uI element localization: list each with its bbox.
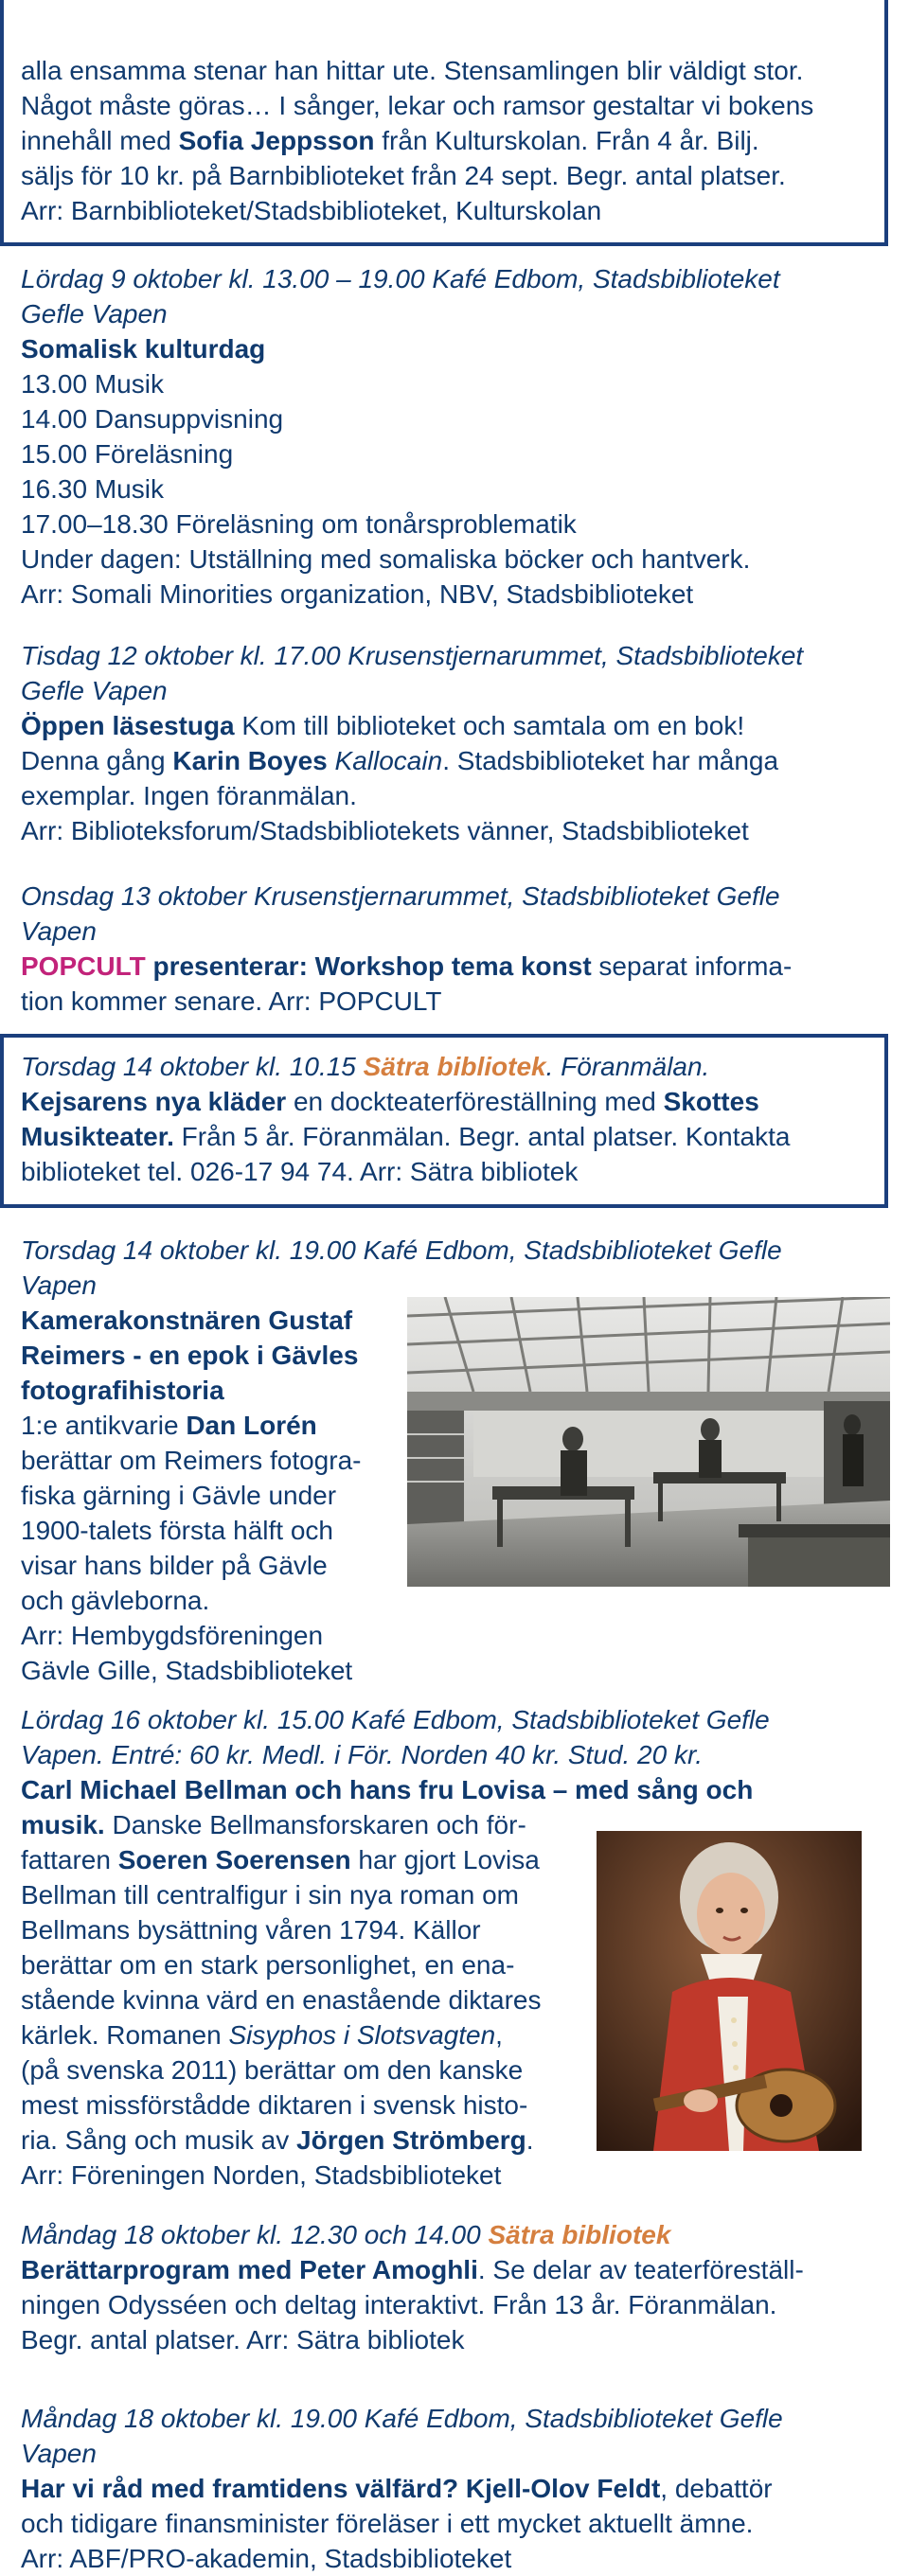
text-line: fattaren Soeren Soerensen har gjort Lovisa — [21, 1845, 540, 1874]
text-line: musik. Danske Bellmansforskaren och för- — [21, 1810, 526, 1839]
text-line: Berättarprogram med Peter Amoghli. Se delar av teaterföreställ- — [21, 2255, 804, 2284]
event-venue: Vapen. Entré: 60 kr. Medl. i För. Norden 40 kr. Stud. 20 kr. — [21, 1740, 704, 1769]
event-title: Kejsarens nya kläder — [21, 1087, 287, 1116]
event-title: Öppen läsestuga — [21, 711, 235, 740]
organizer: Arr: ABF/PRO-akademin, Stadsbiblioteket — [21, 2544, 512, 2573]
organizer: Gävle Gille, Stadsbiblioteket — [21, 1656, 353, 1685]
text-line: Något måste göras… I sånger, lekar och ramsor gestaltar vi bokens — [21, 91, 814, 120]
event-header: Lördag 16 oktober kl. 15.00 Kafé Edbom, Stadsbiblioteket Gefle — [21, 1705, 770, 1734]
text-line: alla ensamma stenar han hittar ute. Stensamlingen blir väldigt stor. — [21, 56, 804, 85]
text-line: Under dagen: Utställning med somaliska böcker och hantverk. — [21, 544, 751, 574]
venue-satra: Sätra bibliotek — [488, 2220, 671, 2249]
organizer: Arr: Föreningen Norden, Stadsbiblioteket — [21, 2160, 502, 2190]
event-kjell-olov-feldt — [21, 2401, 888, 2576]
book-title: Sisyphos i Slotsvagten — [228, 2020, 496, 2050]
organizer: Arr: Somali Minorities organization, NBV, Stadsbiblioteket — [21, 579, 694, 609]
portrait-bellman-image — [597, 1831, 862, 2151]
text-line: 1:e antikvarie Dan Lorén — [21, 1411, 317, 1440]
text-line: (på svenska 2011) berättar om den kanske — [21, 2055, 524, 2085]
event-somalisk-kulturdag — [21, 261, 888, 612]
text-line: Kejsarens nya kläder en dockteaterföreställning med Skottes — [21, 1087, 759, 1116]
text-line: stående kvinna värd en enastående diktares — [21, 1985, 542, 2015]
portrait-bellman — [597, 1831, 862, 2151]
event-oppen-lasestuga — [21, 638, 888, 848]
event-title: Kamerakonstnären Gustaf — [21, 1306, 353, 1335]
text-line: och tidigare finansminister föreläser i ett mycket aktuellt ämne. — [21, 2509, 754, 2538]
event-header: Måndag 18 oktober kl. 19.00 Kafé Edbom, Stadsbiblioteket Gefle — [21, 2404, 783, 2433]
photo-studio-workshop — [407, 1297, 890, 1587]
text-line: Bellman till centralfigur i sin nya roman om — [21, 1880, 519, 1910]
text-line: innehåll med Sofia Jeppsson från Kulturskolan. Från 4 år. Bilj. — [21, 126, 759, 155]
event-title: musik. — [21, 1810, 105, 1839]
performer-name: Sofia Jeppsson — [178, 126, 375, 155]
schedule-item: 16.30 Musik — [21, 474, 164, 504]
event-title: fotografihistoria — [21, 1376, 224, 1405]
text-line: visar hans bilder på Gävle — [21, 1551, 328, 1580]
event-header: Tisdag 12 oktober kl. 17.00 Krusenstjernarummet, Stadsbiblioteket — [21, 641, 804, 670]
schedule-item: 17.00–18.30 Föreläsning om tonårsproblematik — [21, 509, 577, 539]
event-kejsarens-nya-klader — [21, 1049, 888, 1189]
text-line: Bellmans bysättning våren 1794. Källor — [21, 1915, 481, 1945]
text-line: Öppen läsestuga Kom till biblioteket och samtala om en bok! — [21, 711, 745, 740]
event-body — [21, 1303, 390, 1688]
event-header: Onsdag 13 oktober Krusenstjernarummet, Stadsbiblioteket Gefle — [21, 881, 780, 911]
event-title: Har vi råd med framtidens välfärd? Kjell-Olov Feldt — [21, 2474, 661, 2503]
event-venue: Vapen — [21, 1270, 97, 1300]
event-popcult — [21, 879, 888, 1019]
venue-satra: Sätra bibliotek — [363, 1052, 546, 1081]
event-header: Torsdag 14 oktober kl. 19.00 Kafé Edbom, Stadsbiblioteket Gefle — [21, 1235, 782, 1265]
event-title: Somalisk kulturdag — [21, 334, 266, 364]
organizer: Arr: Barnbiblioteket/Stadsbiblioteket, Kulturskolan — [21, 196, 602, 225]
event-title: Berättarprogram med Peter Amoghli — [21, 2255, 478, 2284]
text-line: mest missförstådde diktaren i svensk histo- — [21, 2090, 528, 2120]
brand-popcult: POPCULT — [21, 951, 146, 981]
text-line: exemplar. Ingen föranmälan. — [21, 781, 357, 810]
event-title: Carl Michael Bellman och hans fru Lovisa – med sång och — [21, 1775, 754, 1804]
text-line: berättar om Reimers fotogra- — [21, 1446, 362, 1475]
event-venue: Gefle Vapen — [21, 299, 168, 329]
book-title: Kallocain — [334, 746, 443, 775]
schedule-item: 13.00 Musik — [21, 369, 164, 399]
event-title: Reimers - en epok i Gävles — [21, 1341, 359, 1370]
text-line: tion kommer senare. Arr: POPCULT — [21, 986, 442, 1016]
text-line: Musikteater. Från 5 år. Föranmälan. Begr. antal platser. Kontakta — [21, 1122, 791, 1151]
organizer: Arr: Biblioteksforum/Stadsbibliotekets vänner, Stadsbiblioteket — [21, 816, 749, 845]
organizer: Begr. antal platser. Arr: Sätra bibliotek — [21, 2325, 465, 2354]
text-line: fiska gärning i Gävle under — [21, 1481, 337, 1510]
text-line: berättar om en stark personlighet, en ena- — [21, 1950, 515, 1980]
text-line: kärlek. Romanen Sisyphos i Slotsvagten, — [21, 2020, 503, 2050]
text-line: Har vi råd med framtidens välfärd? Kjell-Olov Feldt, debattör — [21, 2474, 773, 2503]
event-peter-amoghli — [21, 2217, 888, 2357]
schedule-item: 15.00 Föreläsning — [21, 439, 234, 469]
event-venue: Gefle Vapen — [21, 676, 168, 705]
text-line: 1900-talets första hälft och — [21, 1516, 333, 1545]
text-line: och gävleborna. — [21, 1586, 210, 1615]
text-line: ria. Sång och musik av Jörgen Strömberg. — [21, 2125, 534, 2155]
text-line: Denna gång Karin Boyes Kallocain. Stadsbiblioteket har många — [21, 746, 779, 775]
event-venue: Vapen — [21, 2439, 97, 2468]
text-line: biblioteket tel. 026-17 94 74. Arr: Sätra bibliotek — [21, 1157, 579, 1186]
text-line: POPCULT presenterar: Workshop tema konst separat informa- — [21, 951, 793, 981]
event-venue: Vapen — [21, 916, 97, 946]
text-line: ningen Odysséen och deltag interaktivt. Från 13 år. Föranmälan. — [21, 2290, 777, 2319]
event-header: Måndag 18 oktober kl. 12.30 och 14.00 Sätra bibliotek — [21, 2220, 671, 2249]
event-header: Lördag 9 oktober kl. 13.00 – 19.00 Kafé Edbom, Stadsbiblioteket — [21, 264, 780, 293]
event-childrens — [21, 53, 888, 228]
organizer: Arr: Hembygdsföreningen — [21, 1621, 324, 1650]
schedule-item: 14.00 Dansuppvisning — [21, 404, 284, 434]
photo-studio-workshop-image — [407, 1297, 890, 1587]
text-line: säljs för 10 kr. på Barnbiblioteket från 24 sept. Begr. antal platser. — [21, 161, 786, 190]
event-header: Torsdag 14 oktober kl. 10.15 Sätra bibliotek. Föranmälan. — [21, 1052, 710, 1081]
